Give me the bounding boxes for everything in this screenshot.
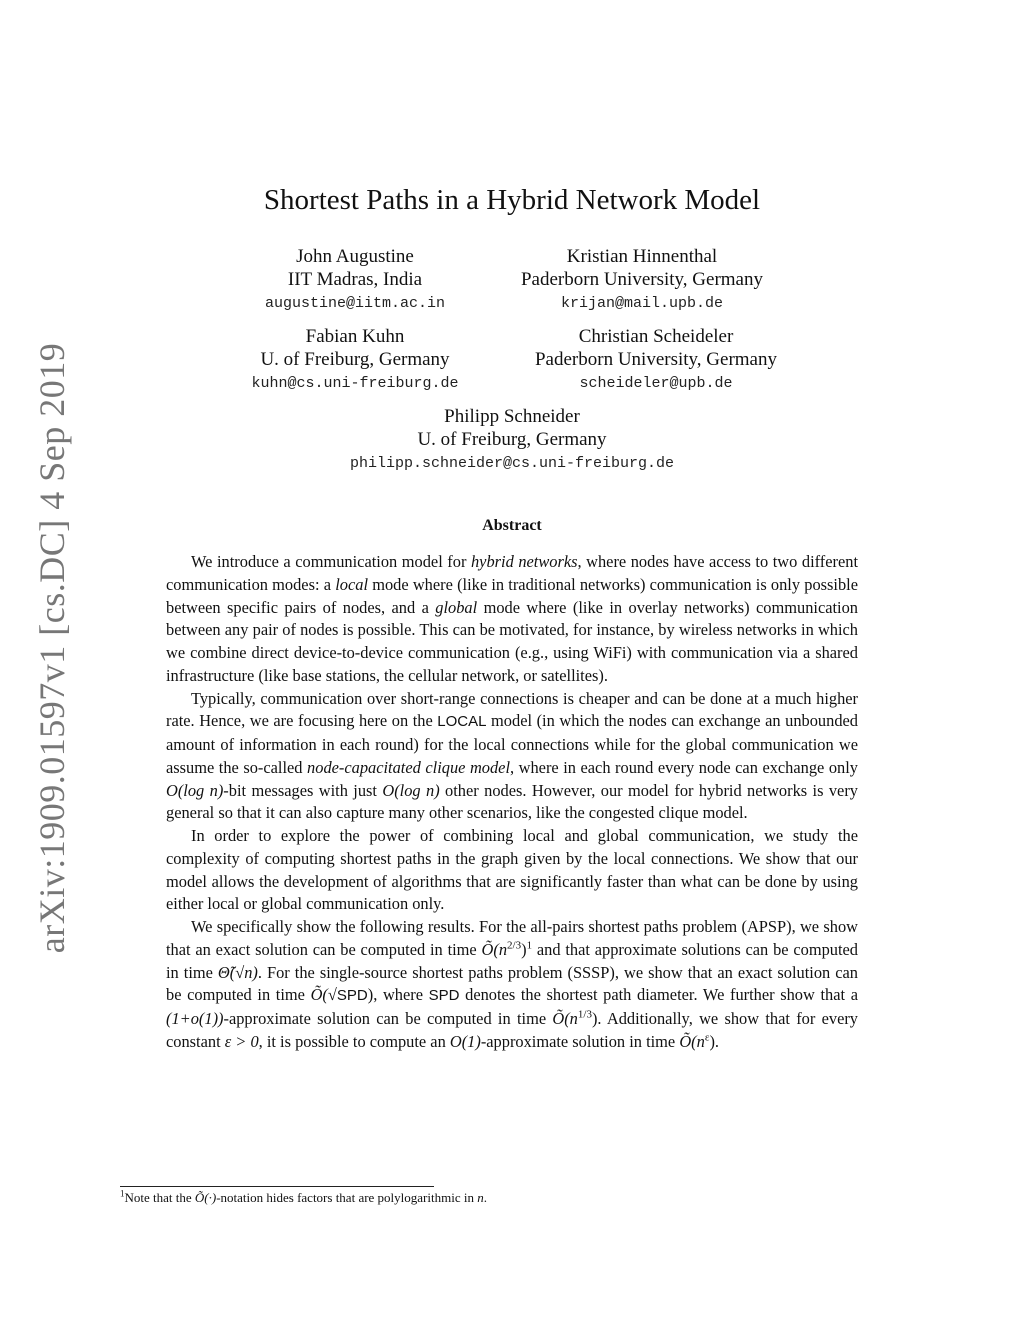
author-email: philipp.schneider@cs.uni-freiburg.de (349, 455, 675, 472)
author-email: kuhn@cs.uni-freiburg.de (251, 375, 459, 392)
footnote-reference[interactable]: 1 (526, 939, 533, 952)
author-affiliation: Paderborn University, Germany (534, 349, 777, 370)
author-block (491, 325, 821, 397)
footnote: $^1$Note that the Õ(·)-notation hides factors that are polylogarithmic in n. (120, 1188, 487, 1205)
author-block (477, 245, 807, 317)
abstract-paragraph: In order to explore the power of combining local and global communication, we study the complexity of computing shortest paths in the graph given by the local connections. We show that our model allows the development of algorithms that are significantly faster than what can be done by using either local or global communication only. (166, 826, 858, 914)
author-affiliation: U. of Freiburg, Germany (417, 429, 607, 450)
author-affiliation: Paderborn University, Germany (520, 269, 763, 290)
arxiv-identifier-stamp: arXiv:1909.01597v1 [cs.DC] 4 Sep 2019 (32, 342, 72, 954)
paper-title: Shortest Paths in a Hybrid Network Model (263, 184, 761, 216)
abstract-body (166, 551, 858, 1054)
author-name: Kristian Hinnenthal (566, 246, 718, 267)
author-block (190, 245, 520, 317)
abstract-paragraph: We specifically show the following results. For the all-pairs shortest paths problem (APSP), we show that an exact solution can be computed in time $Õ(n^{2/3})^1$ and that approximate solutions can be computed in time Θ̃(√n). For the single-source shortest paths problem (SSSP), we show that an exact solution can be computed in time Õ(√SPD), where SPD denotes the shortest path diameter. We further show that a (1+o(1))-approximate solution can be computed in time $Õ(n^{1/3})$. Additionally, we show that for every constant ε > 0, it is possible to compute an O(1)-approximate solution in time $Õ(n^\varepsilon)$. (166, 917, 858, 1051)
author-name: Christian Scheideler (578, 326, 734, 347)
footnote-divider (120, 1186, 434, 1187)
author-name: Fabian Kuhn (305, 326, 405, 347)
author-email: augustine@iitm.ac.in (264, 295, 446, 312)
author-name: John Augustine (296, 246, 414, 267)
author-affiliation: U. of Freiburg, Germany (260, 349, 450, 370)
abstract-paragraph: Typically, communication over short-range connections is cheaper and can be done at a much higher rate. Hence, we are focusing here on the LOCAL model (in which the nodes can exchange an unbounded amount of information in each round) for the local connections while for the global communication we assume the so-called node-capacitated clique model, where in each round every node can exchange only O(log n)-bit messages with just O(log n) other nodes. However, our model for hybrid networks is very general so that it can also capture many other scenarios, like the congested clique model. (166, 688, 858, 823)
author-affiliation: IIT Madras, India (287, 269, 423, 290)
author-block (297, 405, 727, 477)
author-block (190, 325, 520, 397)
author-email: krijan@mail.upb.de (560, 295, 724, 312)
abstract-heading: Abstract (482, 517, 542, 534)
abstract-paragraph: We introduce a communication model for hybrid networks, where nodes have access to two different communication modes: a local mode where (like in traditional networks) communication is only possible between specific pairs of nodes, and a global mode where (like in overlay networks) communication between any pair of nodes is possible. This can be motivated, for instance, by wireless networks in which we combine direct device-to-device communication (e.g., using WiFi) with communication via a shared infrastructure (like base stations, the cellular network, or satellites). (166, 552, 858, 685)
author-email: scheideler@upb.de (579, 375, 733, 392)
author-name: Philipp Schneider (444, 406, 580, 427)
